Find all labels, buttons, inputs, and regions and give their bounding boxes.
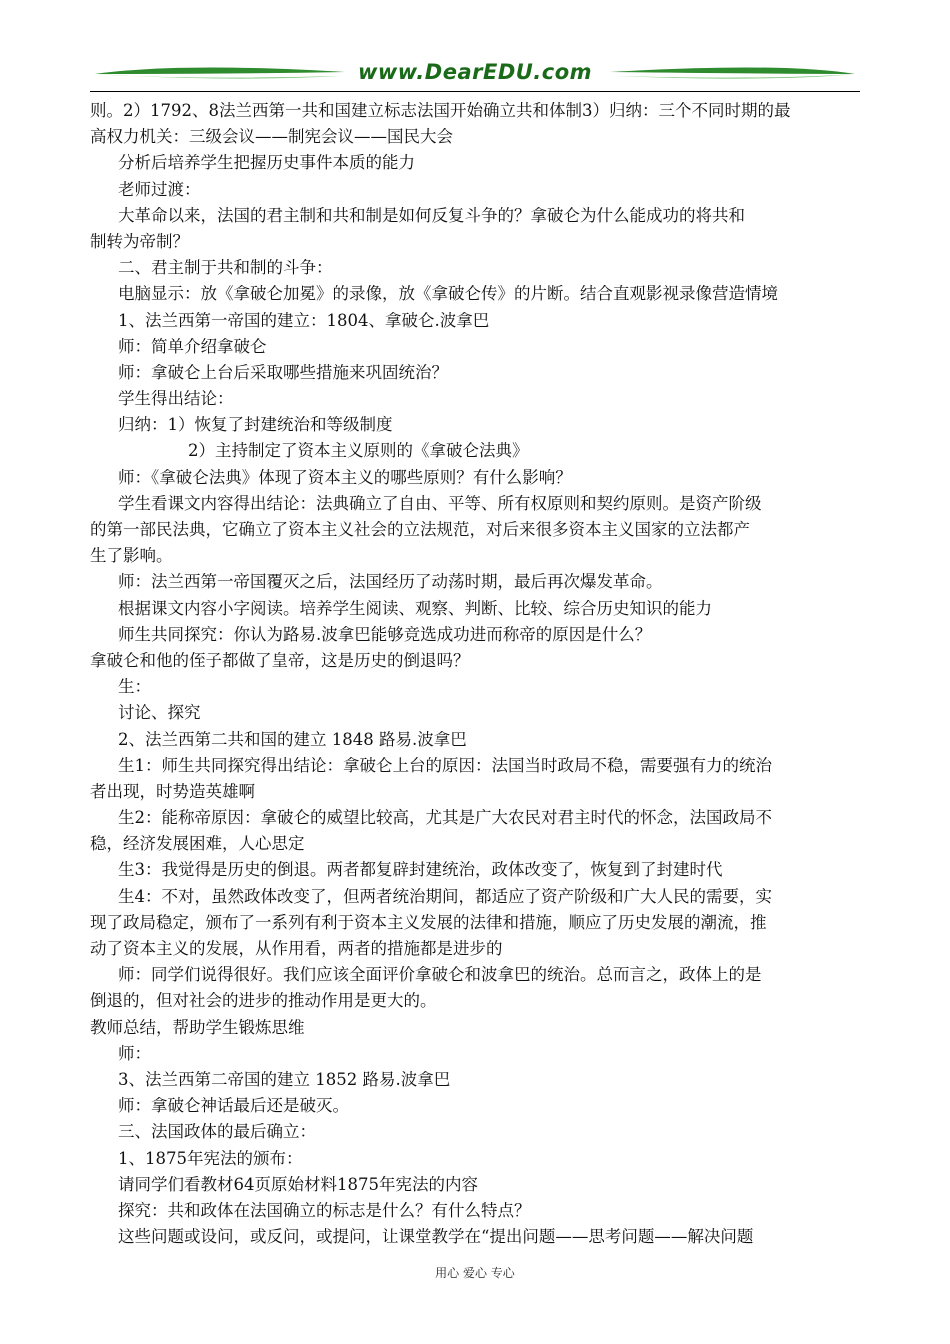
- text-line: 现了政局稳定，颁布了一系列有利于资本主义发展的法律和措施，顺应了历史发展的潮流，推: [90, 912, 767, 932]
- subsection-heading: 1、1875年宪法的颁布：: [118, 1148, 303, 1168]
- text-line: 师生共同探究：你认为路易.波拿巴能够竞选成功进而称帝的原因是什么？: [118, 624, 652, 644]
- text-line: 学生得出结论：: [118, 389, 234, 409]
- text-line: 学生看课文内容得出结论：法典确立了自由、平等、所有权原则和契约原则。是资产阶级: [118, 493, 762, 513]
- subsection-heading: 2、法兰西第二共和国的建立 1848 路易.波拿巴: [118, 729, 467, 749]
- text-line: 高权力机关：三级会议——制宪会议——国民大会: [90, 127, 453, 147]
- text-line: 分析后培养学生把握历史事件本质的能力: [118, 153, 415, 173]
- text-line: 师：拿破仑神话最后还是破灭。: [118, 1096, 349, 1116]
- text-line: 倒退的，但对社会的进步的推动作用是更大的。: [90, 991, 437, 1011]
- header-divider: [90, 91, 860, 92]
- text-line: 师：: [118, 1043, 151, 1063]
- text-line: 制转为帝制？: [90, 231, 189, 251]
- text-line: 归纳：1）恢复了封建统治和等级制度: [118, 415, 393, 435]
- text-line: 探究：共和政体在法国确立的标志是什么？有什么特点？: [118, 1200, 531, 1220]
- text-line: 根据课文内容小字阅读。培养学生阅读、观察、判断、比较、综合历史知识的能力: [118, 598, 712, 618]
- section-heading: 三、法国政体的最后确立：: [118, 1122, 316, 1142]
- text-line: 生：: [118, 677, 151, 697]
- text-line: 这些问题或设问，或反问，或提问，让课堂教学在“提出问题——思考问题——解决问题: [118, 1227, 754, 1247]
- text-line: 生1：师生共同探究得出结论：拿破仑上台的原因：法国当时政局不稳，需要强有力的统治: [118, 755, 772, 775]
- text-line: 师：拿破仑上台后采取哪些措施来巩固统治？: [118, 362, 448, 382]
- text-line: 师：简单介绍拿破仑: [118, 336, 267, 356]
- text-line: 师：法兰西第一帝国覆灭之后，法国经历了动荡时期，最后再次爆发革命。: [118, 572, 663, 592]
- text-line: 2）主持制定了资本主义原则的《拿破仑法典》: [188, 441, 529, 461]
- text-line: 讨论、探究: [118, 703, 201, 723]
- text-line: 的第一部民法典，它确立了资本主义社会的立法规范，对后来很多资本主义国家的立法都产: [90, 520, 750, 539]
- text-line: 生4：不对，虽然政体改变了，但两者统治期间，都适应了资产阶级和广大人民的需要，实: [118, 886, 772, 906]
- text-line: 师：同学们说得很好。我们应该全面评价拿破仑和波拿巴的统治。总而言之，政体上的是: [118, 965, 762, 985]
- site-header: [90, 58, 860, 88]
- text-line: 老师过渡：: [118, 179, 201, 199]
- site-logo-text[interactable]: www.DearEDU.com: [357, 60, 593, 84]
- text-line: 电脑显示：放《拿破仑加冕》的录像，放《拿破仑传》的片断。结合直观影视录像营造情境: [118, 284, 778, 304]
- subsection-heading: 3、法兰西第二帝国的建立 1852 路易.波拿巴: [118, 1069, 451, 1089]
- text-line: 稳，经济发展困难，人心思定: [90, 834, 305, 854]
- page-footer: 用心 爱心 专心: [435, 1266, 515, 1280]
- text-line: 请同学们看教材64页原始材料1875年宪法的内容: [118, 1174, 478, 1194]
- text-line: 师：《拿破仑法典》体现了资本主义的哪些原则？有什么影响？: [118, 467, 572, 487]
- section-heading: 二、君主制于共和制的斗争：: [118, 258, 333, 278]
- text-line: 教师总结，帮助学生锻炼思维: [90, 1017, 305, 1037]
- subsection-heading: 1、法兰西第一帝国的建立：1804、拿破仑.波拿巴: [118, 310, 490, 330]
- text-line: 大革命以来，法国的君主制和共和制是如何反复斗争的？拿破仑为什么能成功的将共和: [118, 205, 745, 225]
- text-line: 生了影响。: [90, 546, 173, 566]
- text-line: 动了资本主义的发展，从作用看，两者的措施都是进步的: [90, 939, 503, 958]
- text-line: 拿破仑和他的侄子都做了皇帝，这是历史的倒退吗？: [90, 650, 470, 670]
- text-line: 生2：能称帝原因：拿破仑的威望比较高，尤其是广大农民对君主时代的怀念，法国政局不: [118, 808, 772, 828]
- document-body: [90, 98, 862, 1250]
- text-line: 则。2）1792、8法兰西第一共和国建立标志法国开始确立共和体制3）归纳：三个不同时期的最: [90, 101, 791, 120]
- text-line: 生3：我觉得是历史的倒退。两者都复辟封建统治，政体改变了，恢复到了封建时代: [118, 860, 723, 880]
- text-line: 者出现，时势造英雄啊: [90, 781, 255, 801]
